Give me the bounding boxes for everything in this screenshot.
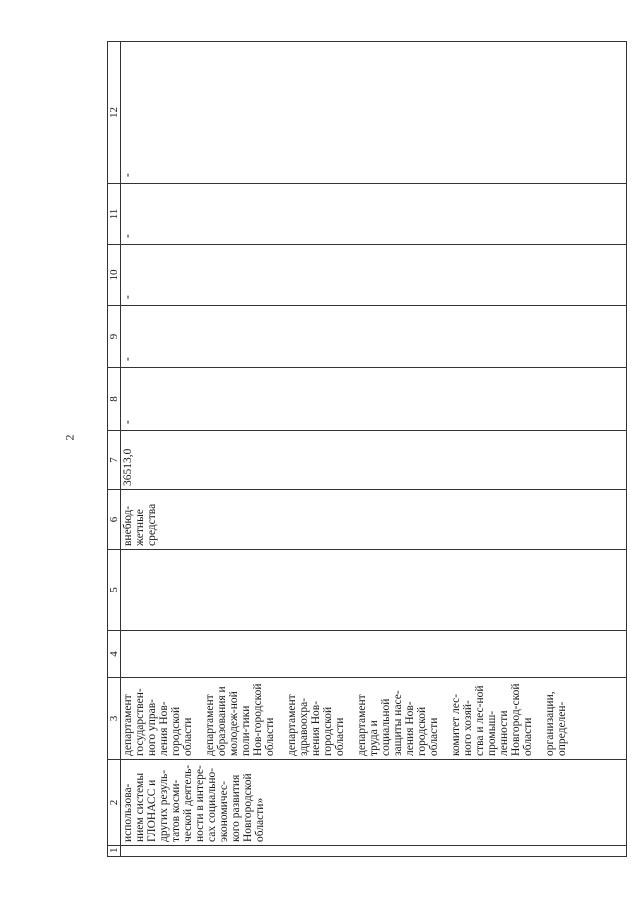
executor-item: организации, определен- bbox=[544, 691, 568, 756]
cell-col9: - bbox=[121, 306, 627, 368]
header-cell-1: 1 bbox=[108, 846, 121, 857]
header-cell-11: 11 bbox=[108, 184, 121, 245]
header-cell-6: 6 bbox=[108, 490, 121, 550]
page-number: 2 bbox=[62, 434, 77, 441]
cell-col12: - bbox=[121, 42, 627, 184]
executor-item: департамент государствен-ного управ-ления Нов-городской области bbox=[122, 688, 194, 756]
header-cell-8: 8 bbox=[108, 368, 121, 431]
header-cell-5: 5 bbox=[108, 550, 121, 631]
cell-number bbox=[121, 846, 627, 857]
cell-amount: 36513,0 bbox=[121, 431, 627, 490]
cell-funding-source: внебюд-жетные средства bbox=[121, 490, 627, 550]
executor-item: комитет лес-ного хозяй-ства и лес-ной промыш-ленности Новгород-ской области bbox=[450, 683, 534, 756]
cell-col5 bbox=[121, 550, 627, 631]
header-row bbox=[108, 42, 121, 857]
executor-item: департамент здравоохра-нения Нов-городской области bbox=[286, 694, 346, 756]
cell-col4 bbox=[121, 631, 627, 678]
header-cell-2: 2 bbox=[108, 760, 121, 846]
program-table bbox=[107, 41, 627, 857]
cell-executors bbox=[121, 678, 627, 760]
header-cell-9: 9 bbox=[108, 306, 121, 368]
header-cell-4: 4 bbox=[108, 631, 121, 678]
cell-col11: - bbox=[121, 184, 627, 245]
executor-item: департамент труда и социальной защиты насе-ления Нов-городской области bbox=[356, 690, 440, 756]
header-cell-7: 7 bbox=[108, 431, 121, 490]
executor-item: департамент образования и молодеж-ной поли-тики Нов-городской области bbox=[204, 683, 276, 756]
table-row bbox=[121, 42, 627, 857]
cell-col8: - bbox=[121, 368, 627, 431]
cell-measure-name: использова-нием системы ГЛОНАСС и других резуль-татов косми-ческой деятель-ности в интере-сах социально-экономичес-кого развития Новгородской области» bbox=[121, 760, 627, 846]
header-cell-10: 10 bbox=[108, 245, 121, 306]
header-cell-3: 3 bbox=[108, 678, 121, 760]
cell-col10: - bbox=[121, 245, 627, 306]
header-cell-12: 12 bbox=[108, 42, 121, 184]
rotated-table-container bbox=[107, 42, 627, 857]
